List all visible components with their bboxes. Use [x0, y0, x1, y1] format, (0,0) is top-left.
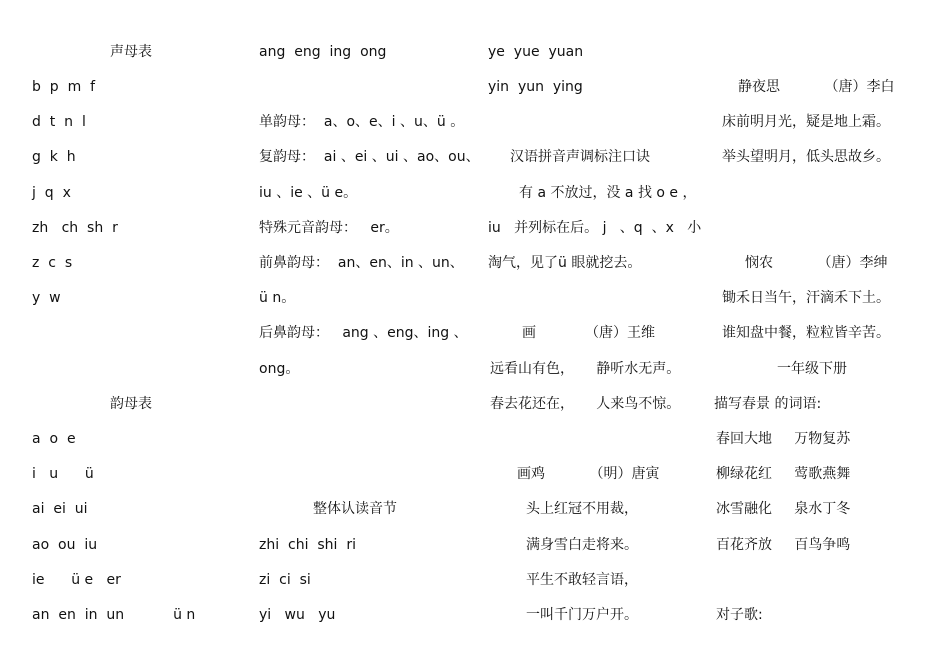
tone-rhyme-line: 淘气，见了ü 眼就挖去。	[488, 255, 642, 271]
poem-line: 一叫千门万户开。	[526, 607, 638, 623]
special-final: 特殊元音韵母： er。	[259, 220, 399, 236]
poem-line: 举头望明月，低头思故乡。	[722, 149, 890, 165]
consonant-row: z c s	[32, 255, 73, 271]
spring-words-heading: 描写春景 的词语:	[714, 396, 822, 412]
spring-words-row: 柳绿花红 莺歌燕舞	[716, 466, 851, 482]
whole-syllables-row: zhi chi shi ri	[259, 537, 356, 553]
whole-syllables-row: yin yun ying	[488, 79, 583, 95]
couplet-heading: 对子歌:	[716, 607, 763, 623]
vowel-row: ai ei ui	[32, 501, 88, 517]
compound-finals-cont: iu 、ie 、ü e。	[259, 185, 358, 201]
whole-syllables-row: ye yue yuan	[488, 44, 584, 60]
back-nasal-finals-cont: ong。	[259, 361, 300, 377]
poem-line: 头上红冠不用裁，	[526, 501, 638, 517]
poem-line: 锄禾日当午，汗滴禾下土。	[722, 290, 890, 306]
spring-words-row: 春回大地 万物复苏	[716, 431, 851, 447]
tone-rhyme-heading: 汉语拼音声调标注口诀	[510, 149, 650, 165]
poem-title: 悯农 （唐）李绅	[745, 255, 888, 271]
whole-syllables-heading: 整体认读音节	[313, 501, 397, 517]
vowels-heading: 韵母表	[110, 396, 152, 412]
grade-heading: 一年级下册	[777, 361, 847, 377]
vowel-row: ang eng ing ong	[259, 44, 387, 60]
poem-line: 春去花还在， 人来鸟不惊。	[490, 396, 681, 412]
poem-title: 画 （唐）王维	[522, 325, 655, 341]
consonant-row: j q x	[32, 185, 71, 201]
spring-words-row: 冰雪融化 泉水丁冬	[716, 501, 851, 517]
consonant-row: b p m f	[32, 79, 96, 95]
front-nasal-finals-cont: ü n。	[259, 290, 296, 306]
poem-line: 谁知盘中餐，粒粒皆辛苦。	[722, 325, 890, 341]
whole-syllables-row: yi wu yu	[259, 607, 336, 623]
vowel-row: a o e	[32, 431, 76, 447]
consonants-heading: 声母表	[110, 44, 152, 60]
simple-finals: 单韵母： a、o、e、i 、u、ü 。	[259, 114, 465, 130]
back-nasal-finals: 后鼻韵母： ang 、eng、ing 、	[259, 325, 468, 341]
poem-line: 满身雪白走将来。	[526, 537, 638, 553]
front-nasal-finals: 前鼻韵母： an、en、in 、un、	[259, 255, 464, 271]
tone-rhyme-line: iu 并列标在后。 j 、q 、x 小	[488, 220, 702, 236]
consonant-row: d t n l	[32, 114, 86, 130]
consonant-row: zh ch sh r	[32, 220, 118, 236]
poem-line: 远看山有色， 静听水无声。	[490, 361, 681, 377]
compound-finals: 复韵母： ai 、ei 、ui 、ao、ou、	[259, 149, 480, 165]
poem-title: 静夜思 （唐）李白	[738, 79, 895, 95]
vowel-row: ie ü e er	[32, 572, 121, 588]
vowel-row: an en in un ü n	[32, 607, 196, 623]
consonant-row: y w	[32, 290, 61, 306]
consonant-row: g k h	[32, 149, 76, 165]
whole-syllables-row: zi ci si	[259, 572, 311, 588]
vowel-row: ao ou iu	[32, 537, 98, 553]
vowel-row: i u ü	[32, 466, 94, 482]
poem-line: 床前明月光，疑是地上霜。	[722, 114, 890, 130]
tone-rhyme-line: 有 a 不放过，没 a 找 o e ，	[519, 185, 697, 201]
poem-line: 平生不敢轻言语，	[526, 572, 638, 588]
spring-words-row: 百花齐放 百鸟争鸣	[716, 537, 851, 553]
poem-title: 画鸡 （明）唐寅	[517, 466, 660, 482]
